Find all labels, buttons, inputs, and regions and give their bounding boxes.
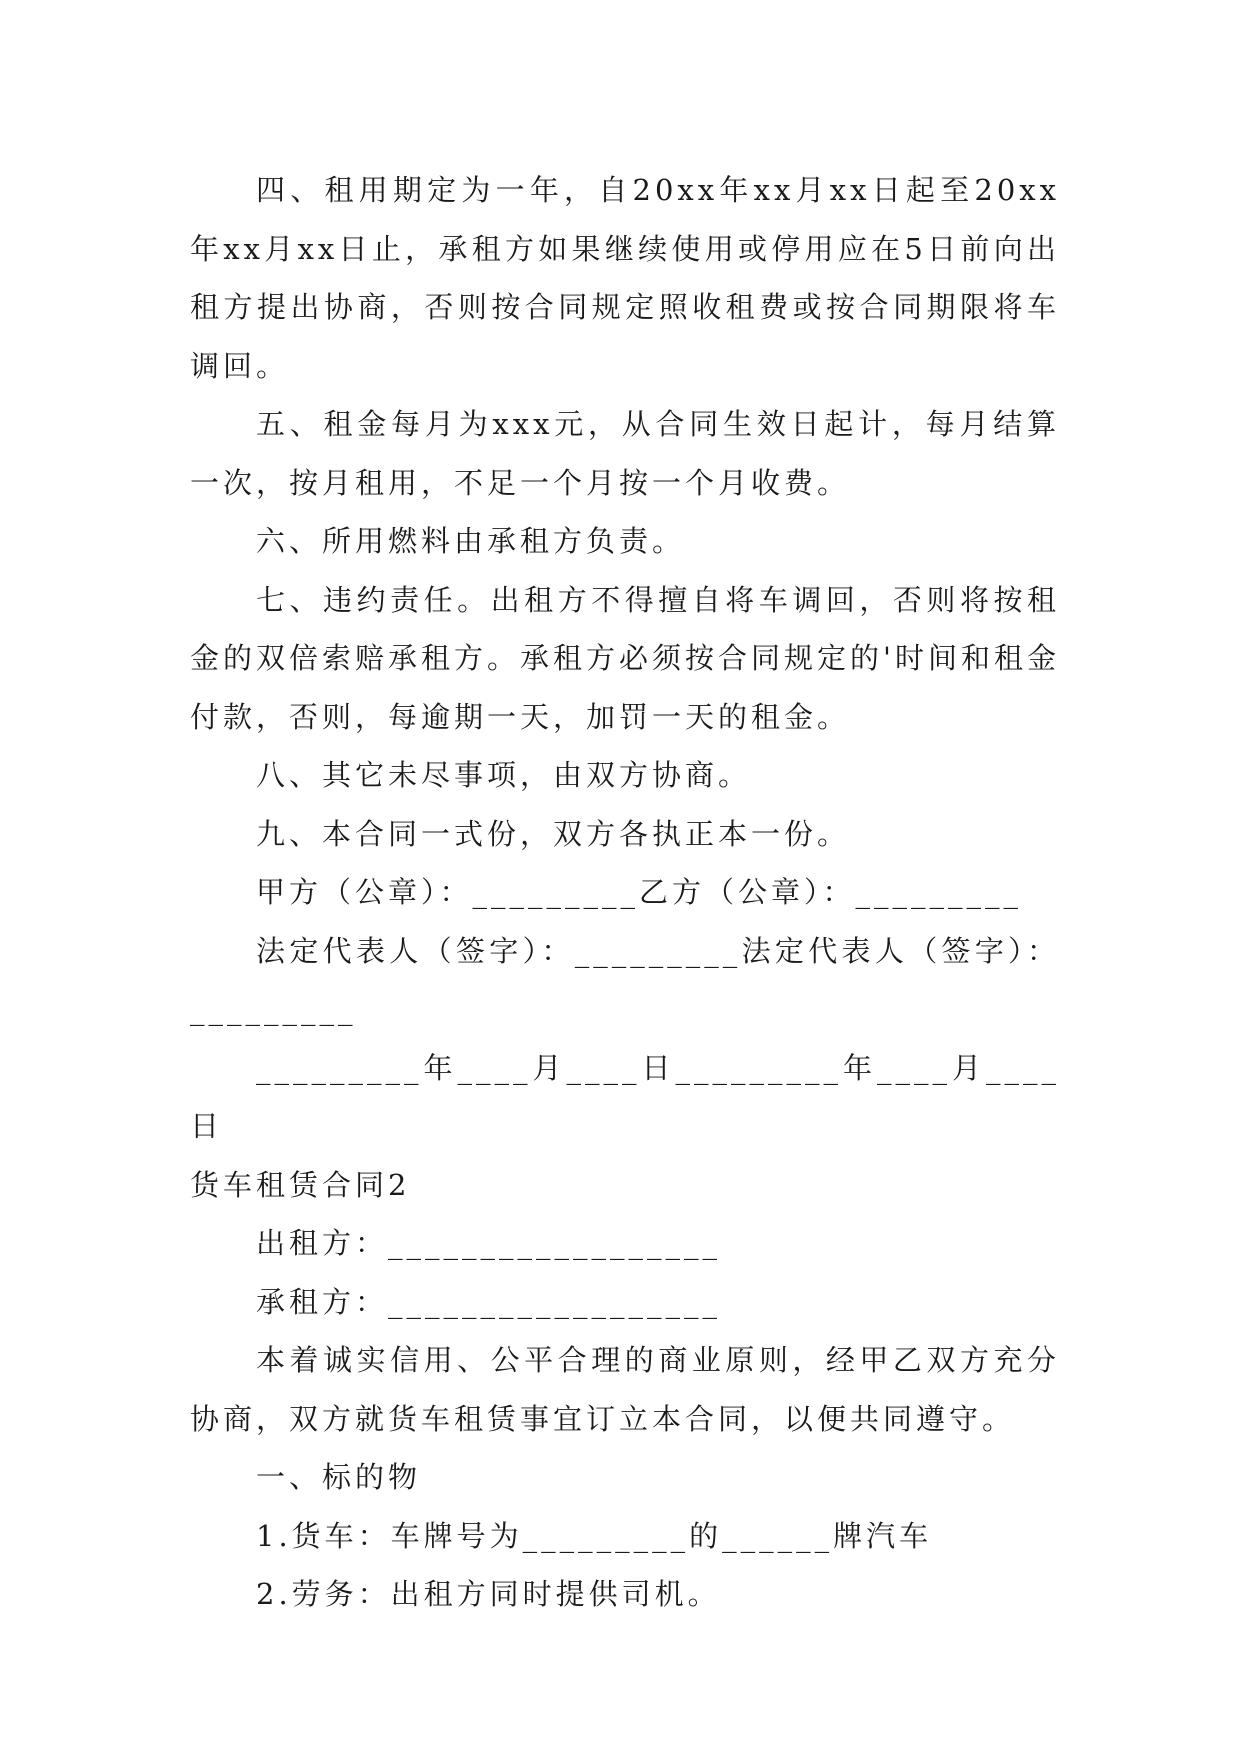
clause-four: 四、租用期定为一年，自20xx年xx月xx日起至20xx年xx月xx日止，承租方如果继续使用或停用应在5日前向出租方提出协商，否则按合同规定照收租费或按合同期限将车调回。 xyxy=(190,173,1060,383)
seal-line: 甲方（公章）：_________乙方（公章）：_________ xyxy=(256,875,1023,909)
clause-seven: 七、违约责任。出租方不得擅自将车调回，否则将按租金的双倍索赔承租方。承租方必须按合同规定的'时间和租金付款，否则，每逾期一天，加罚一天的租金。 xyxy=(190,582,1060,734)
document-body xyxy=(190,161,1060,1624)
representative-line: 法定代表人（签字）：_________法定代表人（签字）：_________ xyxy=(190,933,1060,1026)
clause-nine: 九、本合同一式份，双方各执正本一份。 xyxy=(256,816,851,851)
section-one-item-2: 2.劳务：出租方同时提供司机。 xyxy=(256,1577,721,1611)
clause-five: 五、租金每月为xxx元，从合同生效日起计，每月结算一次，按月租用，不足一个月按一个月收费。 xyxy=(190,407,1060,500)
clause-eight: 八、其它未尽事项，由双方协商。 xyxy=(256,758,752,792)
section-one-heading: 一、标的物 xyxy=(256,1460,422,1494)
contract-two-title: 货车租赁合同2 xyxy=(190,1167,411,1202)
intro-paragraph: 本着诚实信用、公平合理的商业原则，经甲乙双方充分协商，双方就货车租赁事宜订立本合同，以便共同遵守。 xyxy=(190,1343,1060,1436)
clause-six: 六、所用燃料由承租方负责。 xyxy=(256,524,686,558)
section-one-item-1: 1.货车：车牌号为_________的______牌汽车 xyxy=(256,1518,933,1553)
lessee-line: 承租方：__________________ xyxy=(256,1284,722,1319)
lessor-line: 出租方：__________________ xyxy=(256,1226,722,1260)
date-line: _________年____月____日_________年____月____日 xyxy=(190,1050,1060,1143)
